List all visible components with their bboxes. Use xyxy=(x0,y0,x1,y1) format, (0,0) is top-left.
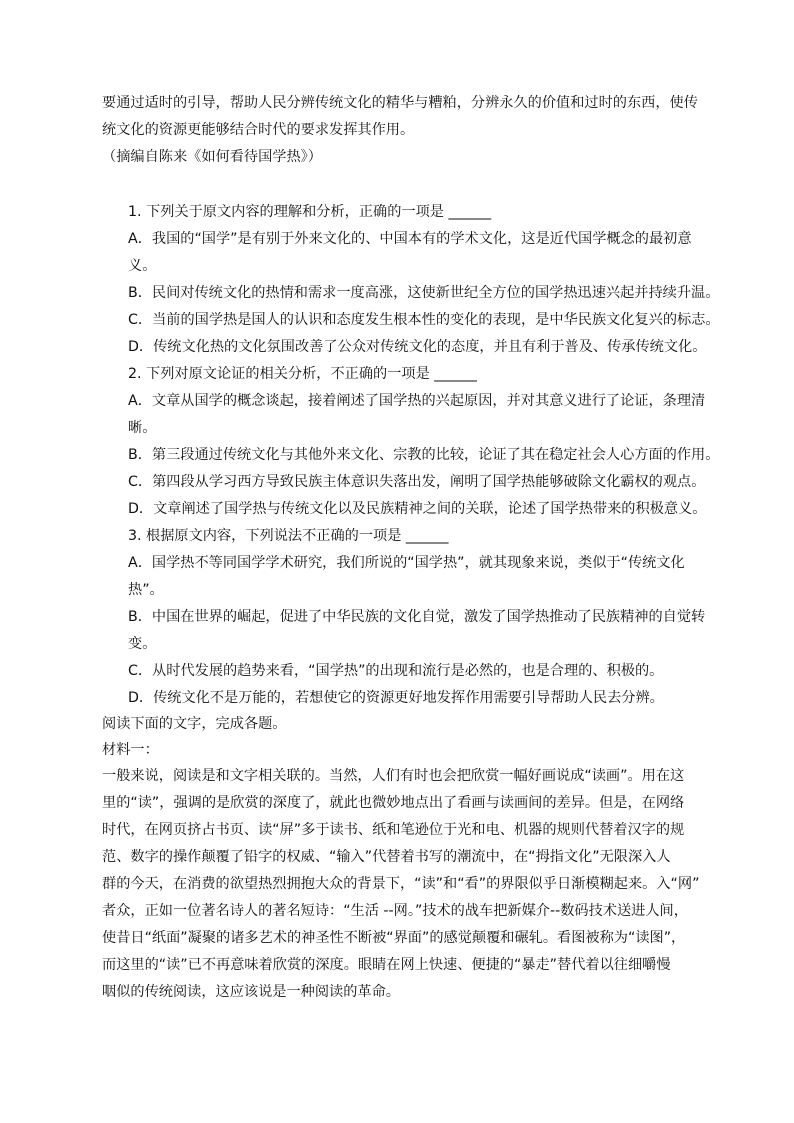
question-3-option-d: D．传统文化不是万能的，若想使它的资源更好地发挥作用需要引导帮助人民去分辨。 xyxy=(128,690,664,706)
passage-line: 要通过适时的引导，帮助人民分辨传统文化的精华与糟粕，分辨永久的价值和过时的东西，使传 xyxy=(102,95,698,111)
material-line: 者众，正如一位著名诗人的著名短诗：“生活 --网。”技术的战车把新媒介--数码技术送进人间， xyxy=(102,903,688,919)
question-1-option-a-cont: 义。 xyxy=(128,258,157,274)
question-2-stem: 2. 下列对原文论证的相关分析，不正确的一项是 ______ xyxy=(128,366,477,382)
question-2-option-c: C．第四段从学习西方导致民族主体意识失落出发，阐明了国学热能够破除文化霸权的观点。 xyxy=(128,474,706,490)
question-3-option-b-cont: 变。 xyxy=(128,636,157,652)
question-2-option-a: A．文章从国学的概念谈起，接着阐述了国学热的兴起原因，并对其意义进行了论证，条理清 xyxy=(128,393,706,409)
passage-line: 统文化的资源更能够结合时代的要求发挥其作用。 xyxy=(102,122,415,138)
question-3-option-a-cont: 热”。 xyxy=(128,582,164,598)
question-3-stem: 3. 根据原文内容，下列说法不正确的一项是 ______ xyxy=(128,528,449,544)
material-heading: 材料一： xyxy=(102,742,159,758)
material-line: 使昔日“纸面”凝聚的诸多艺术的神圣性不断被“界面”的感觉颠覆和碾轧。看图被称为“读图”， xyxy=(102,930,686,946)
material-line: 范、数字的操作颠覆了铅字的权威、“输入”代替着书写的潮流中，在“拇指文化”无限深入人 xyxy=(102,849,671,865)
question-1-option-b: B．民间对传统文化的热情和需求一度高涨，这使新世纪全方位的国学热迅速兴起并持续升温。 xyxy=(128,285,720,301)
material-line: 群的今天，在消费的欲望热烈拥抱大众的背景下，“读”和“看”的界限似乎日渐模糊起来。入“网” xyxy=(102,876,700,892)
question-3-option-b: B．中国在世界的崛起，促进了中华民族的文化自觉，激发了国学热推动了民族精神的自觉转 xyxy=(128,609,706,625)
question-1-option-d: D．传统文化热的文化氛围改善了公众对传统文化的态度，并且有利于普及、传承传统文化。 xyxy=(128,339,707,355)
question-2-option-a-cont: 晰。 xyxy=(128,420,157,436)
material-line: 咽似的传统阅读，这应该说是一种阅读的革命。 xyxy=(102,984,400,1000)
question-1-option-c: C．当前的国学热是国人的认识和态度发生根本性的变化的表现，是中华民族文化复兴的标志。 xyxy=(128,312,720,328)
material-line: 一般来说，阅读是和文字相关联的。当然，人们有时也会把欣赏一幅好画说成“读画”。用在这 xyxy=(102,768,685,784)
question-2-option-d: D．文章阐述了国学热与传统文化以及民族精神之间的关联，论述了国学热带来的积极意义。 xyxy=(128,501,707,517)
question-3-option-c: C．从时代发展的趋势来看，“国学热”的出现和流行是必然的，也是合理的、积极的。 xyxy=(128,663,664,679)
question-1-option-a: A．我国的“国学”是有别于外来文化的、中国本有的学术文化，这是近代国学概念的最初意 xyxy=(128,231,692,247)
material-line: 时代，在网页挤占书页、读“屏”多于读书、纸和笔逊位于光和电、机器的规则代替着汉字的规 xyxy=(102,822,685,838)
material-line: 而这里的“读”已不再意味着欣赏的深度。眼睛在网上快速、便捷的“暴走”替代着以往细嚼慢 xyxy=(102,957,671,973)
section-instruction: 阅读下面的文字，完成各题。 xyxy=(102,716,287,732)
question-2-option-b: B．第三段通过传统文化与其他外来文化、宗教的比较，论证了其在稳定社会人心方面的作用。 xyxy=(128,447,720,463)
question-3-option-a: A．国学热不等同国学学术研究，我们所说的“国学热”，就其现象来说，类似于“传统文化 xyxy=(128,555,685,571)
source-citation: （摘编自陈来《如何看待国学热》） xyxy=(102,149,322,165)
material-line: 里的“读”，强调的是欣赏的深度了，就此也微妙地点出了看画与读画间的差异。但是，在网络 xyxy=(102,795,685,811)
question-1-stem: 1. 下列关于原文内容的理解和分析，正确的一项是 ______ xyxy=(128,204,492,220)
